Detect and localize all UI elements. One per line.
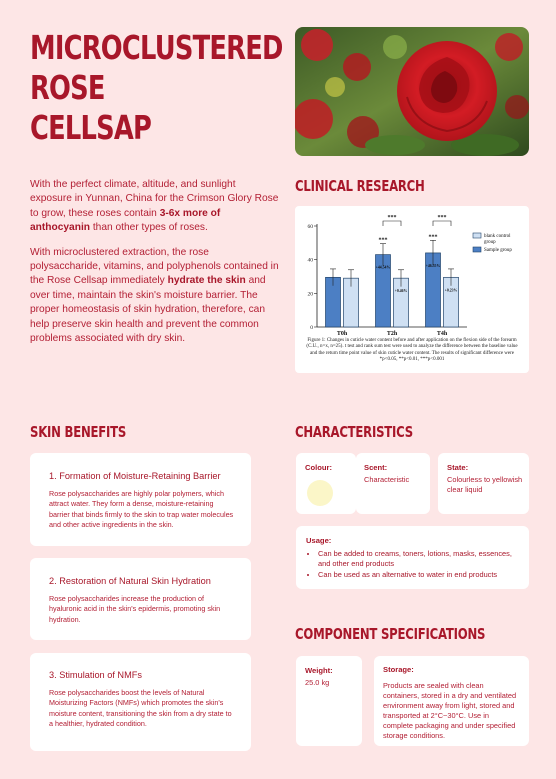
intro-p1-text: With the perfect climate, altitude, and sunlight exposure in Yunnan, China for the Crimson Glory Rose to grow, these roses contain xyxy=(30,179,279,219)
benefit-title: 1. Formation of Moisture-Retaining Barrier xyxy=(49,471,221,481)
data-label: +44.54% xyxy=(375,265,391,270)
y-tick-label: 60 xyxy=(307,224,313,230)
intro-p1-text-end: than other types of roses. xyxy=(90,222,208,234)
usage-label: Usage: xyxy=(306,536,332,545)
legend-label: blank control xyxy=(484,234,511,239)
page-title-line-1: MICROCLUSTERED xyxy=(30,28,283,67)
page-title xyxy=(30,28,283,148)
page-title-line-2: ROSE CELLSAP xyxy=(30,68,152,147)
usage-list xyxy=(306,549,519,581)
significance-bracket xyxy=(433,221,451,226)
scent-value: Characteristic xyxy=(364,475,410,484)
intro-p1-highlight: 3-6x more of anthocyanin xyxy=(30,207,221,234)
data-label: +0.46% xyxy=(394,289,408,294)
significance-marker: *** xyxy=(378,237,388,244)
benefit-card-2 xyxy=(30,558,251,640)
benefit-title: 2. Restoration of Natural Skin Hydration xyxy=(49,576,211,586)
data-label: +46.55% xyxy=(425,263,441,268)
significance-marker: *** xyxy=(428,234,438,241)
usage-item: • Can be used as an alternative to water in end products xyxy=(318,570,519,580)
colour-card xyxy=(296,453,356,514)
characteristics-heading: CHARACTERISTICS xyxy=(295,423,413,441)
scent-label: Scent: xyxy=(364,463,388,472)
weight-card xyxy=(296,656,362,746)
benefit-title: 3. Stimulation of NMFs xyxy=(49,670,142,680)
intro-p2-text-end: and over time, maintain the skin's moisture barrier. The proper homeostasis of skin hydration, therefore, can help preserve skin health and prevent the common problems associated with dry skin. xyxy=(30,275,266,345)
intro-text xyxy=(30,178,280,356)
chart-caption: Figure 1: Changes in cuticle water content before and after application on the flexion side of the forearm (C.U., n=x, n=25). t test and rank sum test were used to analyze the difference between the baseline value and the return time point value of skin cuticle water content. The results of significant difference were *p<0.05, **p<0.01, ***p<0.001 xyxy=(306,338,518,363)
state-card xyxy=(438,453,529,514)
skin-benefits-heading: SKIN BENEFITS xyxy=(30,423,127,441)
weight-value: 25.0 kg xyxy=(305,678,330,687)
x-tick-label: T2h xyxy=(386,331,398,336)
y-tick-label: 40 xyxy=(307,257,313,264)
x-tick-label: T4h xyxy=(436,331,448,336)
legend-swatch xyxy=(473,247,481,252)
colour-swatch xyxy=(307,480,333,506)
intro-paragraph-1 xyxy=(30,178,280,236)
scent-card xyxy=(356,453,430,514)
significance-marker: *** xyxy=(437,215,447,221)
state-value: Colourless to yellowish clear liquid xyxy=(447,475,523,494)
y-tick-label: 20 xyxy=(307,291,313,298)
clinical-chart-card xyxy=(295,206,529,373)
significance-bracket xyxy=(383,221,401,226)
cuticle-water-chart xyxy=(295,206,529,336)
benefit-text: Rose polysaccharides are highly polar polymers, which attract water. They form a dense, moisture-retaining barrier that binds firmly to the skin to trap water molecules and other active ingredients in the skin. xyxy=(49,489,234,530)
benefit-card-3 xyxy=(30,653,251,751)
usage-card xyxy=(296,526,529,589)
colour-label: Colour: xyxy=(305,463,332,472)
benefit-card-1 xyxy=(30,453,251,546)
legend-swatch xyxy=(473,233,481,238)
rose-illustration xyxy=(295,27,529,156)
y-tick-label: 0 xyxy=(310,325,313,331)
usage-item: • Can be added to creams, toners, lotions, masks, essences, and other end products xyxy=(318,549,519,569)
legend-label: Sample group xyxy=(484,248,512,253)
rose-hero-image xyxy=(295,27,529,156)
intro-paragraph-2 xyxy=(30,246,280,347)
clinical-research-heading: CLINICAL RESEARCH xyxy=(295,177,425,195)
x-tick-label: T0h xyxy=(336,331,348,336)
storage-label: Storage: xyxy=(383,665,414,674)
state-label: State: xyxy=(447,463,469,472)
storage-card xyxy=(374,656,529,746)
weight-label: Weight: xyxy=(305,666,333,675)
significance-marker: *** xyxy=(387,215,397,221)
benefit-text: Rose polysaccharides boost the levels of Natural Moisturizing Factors (NMFs) which promotes the skin's moisture content, transitioning the skin from a dry state to a healthier, hydrated condition. xyxy=(49,688,232,729)
intro-p2-text: With microclustered extraction, the rose polysaccharide, vitamins, and polyphenols contained in the Rose Cellsap immediately xyxy=(30,246,279,287)
component-specs-heading: COMPONENT SPECIFICATIONS xyxy=(295,625,486,643)
intro-p2-highlight: hydrate the skin xyxy=(167,275,246,287)
legend-label-cont: group xyxy=(484,240,496,245)
benefit-text: Rose polysaccharides increase the production of hyaluronic acid in the skin's epidermis, promoting skin hydration. xyxy=(49,594,221,624)
data-label: +0.23% xyxy=(444,288,458,293)
storage-value: Products are sealed with clean containers, stored in a dry and ventilated environment away from light, stored and transported at 2°C~30°C. Use in complete packaging and under specified storage conditions. xyxy=(383,681,517,740)
